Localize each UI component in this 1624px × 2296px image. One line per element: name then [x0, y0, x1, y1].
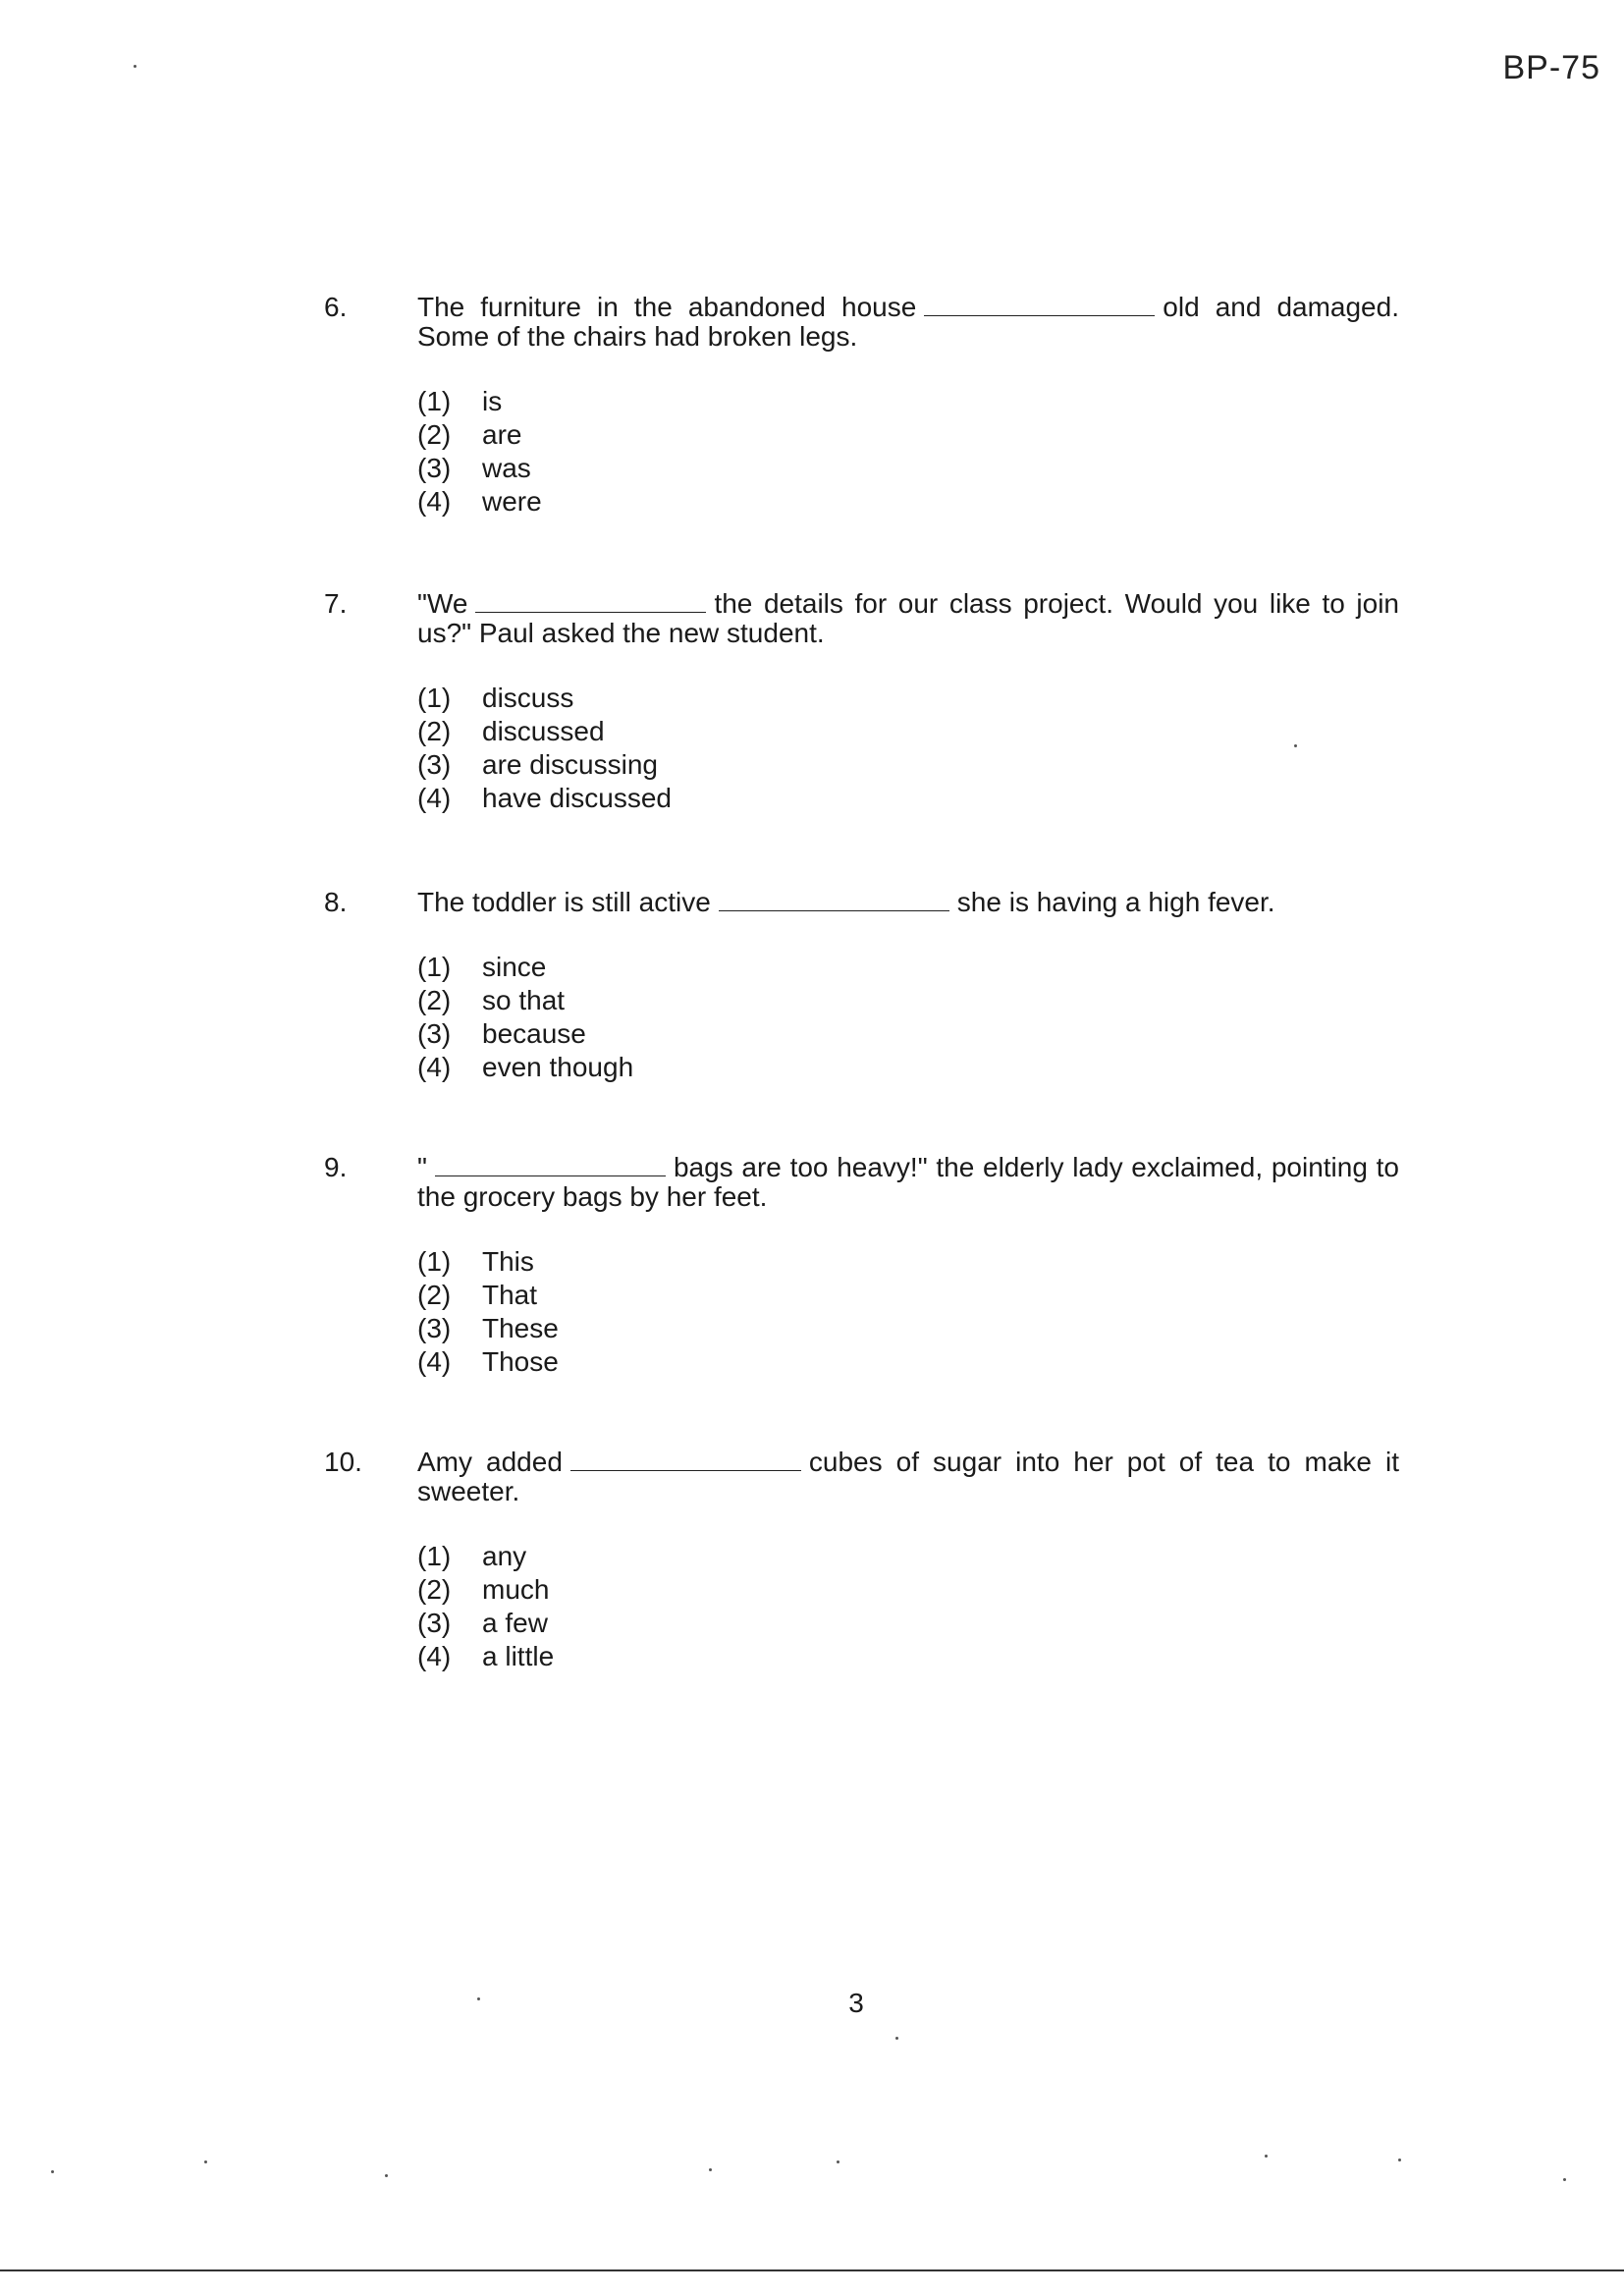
scan-speck — [1563, 2178, 1566, 2181]
question-7 — [324, 589, 1399, 843]
scan-speck — [709, 2168, 712, 2171]
option-4 — [417, 1345, 1399, 1379]
option-label: have discussed — [482, 783, 673, 813]
option-1 — [417, 682, 1399, 715]
answer-blank — [475, 592, 706, 613]
option-label: since — [482, 952, 547, 982]
option-label: is — [482, 386, 503, 416]
option-number: (3) — [417, 1018, 452, 1049]
option-2 — [417, 715, 1399, 748]
option-number: (3) — [417, 453, 452, 483]
option-label: a little — [482, 1641, 555, 1671]
option-label: any — [482, 1541, 527, 1571]
option-label: These — [482, 1313, 559, 1343]
question-text-after: old and damaged. Some of the chairs had broken legs. — [417, 292, 1399, 352]
scan-speck — [477, 1997, 480, 2000]
question-number: 10. — [324, 1447, 362, 1477]
option-number: (2) — [417, 1280, 452, 1310]
answer-options — [417, 682, 1399, 815]
scan-speck — [837, 2160, 839, 2163]
option-number: (2) — [417, 1574, 452, 1605]
document-code: BP-75 — [1502, 49, 1600, 86]
question-text-before: " — [417, 1152, 427, 1182]
question-text — [417, 1153, 1399, 1212]
option-number: (4) — [417, 1346, 452, 1377]
question-number: 9. — [324, 1152, 348, 1182]
question-text — [417, 888, 1399, 917]
option-number: (1) — [417, 952, 452, 982]
option-label: This — [482, 1246, 534, 1277]
option-label: are — [482, 419, 522, 450]
option-1 — [417, 1540, 1399, 1573]
scan-speck — [51, 2170, 54, 2173]
option-label: so that — [482, 985, 566, 1015]
option-2 — [417, 1573, 1399, 1607]
scan-speck — [1398, 2159, 1401, 2161]
option-4 — [417, 782, 1399, 815]
option-number: (1) — [417, 683, 452, 713]
option-label: were — [482, 486, 542, 517]
option-label: discussed — [482, 716, 605, 746]
option-number: (4) — [417, 1052, 452, 1082]
option-1 — [417, 385, 1399, 418]
option-label: much — [482, 1574, 550, 1605]
question-text-before: The toddler is still active — [417, 887, 711, 917]
option-number: (3) — [417, 1608, 452, 1638]
question-text-before: The furniture in the abandoned house — [417, 292, 917, 322]
scan-speck — [1294, 744, 1297, 747]
answer-options — [417, 1245, 1399, 1379]
option-label: are discussing — [482, 749, 658, 780]
option-number: (3) — [417, 749, 452, 780]
answer-options — [417, 385, 1399, 519]
option-number: (1) — [417, 1246, 452, 1277]
option-1 — [417, 1245, 1399, 1279]
option-label: Those — [482, 1346, 559, 1377]
question-number: 8. — [324, 887, 348, 917]
question-text-after: cubes of sugar into her pot of tea to make it sweeter. — [417, 1447, 1399, 1506]
option-number: (4) — [417, 1641, 452, 1671]
option-2 — [417, 984, 1399, 1017]
option-2 — [417, 418, 1399, 452]
scan-speck — [895, 2037, 898, 2040]
option-1 — [417, 951, 1399, 984]
option-number: (4) — [417, 486, 452, 517]
option-number: (1) — [417, 1541, 452, 1571]
option-label: discuss — [482, 683, 574, 713]
scan-speck — [1265, 2155, 1268, 2158]
question-9 — [324, 1153, 1399, 1406]
option-4 — [417, 1051, 1399, 1084]
option-4 — [417, 1640, 1399, 1673]
option-number: (2) — [417, 716, 452, 746]
question-8 — [324, 888, 1399, 1112]
option-label: That — [482, 1280, 538, 1310]
option-3 — [417, 452, 1399, 485]
answer-blank — [719, 891, 949, 911]
answer-options — [417, 1540, 1399, 1673]
question-number: 6. — [324, 292, 348, 322]
footer-rule — [0, 2269, 1624, 2271]
option-number: (1) — [417, 386, 452, 416]
answer-blank — [570, 1450, 801, 1471]
option-number: (2) — [417, 985, 452, 1015]
option-4 — [417, 485, 1399, 519]
option-3 — [417, 748, 1399, 782]
option-label: a few — [482, 1608, 548, 1638]
page-number: 3 — [848, 1988, 864, 2018]
question-6 — [324, 293, 1399, 546]
option-number: (3) — [417, 1313, 452, 1343]
question-text-before: Amy added — [417, 1447, 563, 1477]
answer-blank — [435, 1156, 666, 1176]
question-text-after: bags are too heavy!" the elderly lady exclaimed, pointing to the grocery bags by her feet. — [417, 1152, 1399, 1212]
scan-speck — [204, 2160, 207, 2163]
question-text — [417, 589, 1399, 648]
option-3 — [417, 1017, 1399, 1051]
question-10 — [324, 1448, 1399, 1701]
question-number: 7. — [324, 588, 348, 619]
option-2 — [417, 1279, 1399, 1312]
option-3 — [417, 1607, 1399, 1640]
option-3 — [417, 1312, 1399, 1345]
option-label: even though — [482, 1052, 634, 1082]
question-text — [417, 1448, 1399, 1506]
question-text-after: the details for our class project. Would you like to join us?" Paul asked the new student. — [417, 588, 1399, 648]
option-label: was — [482, 453, 531, 483]
question-text — [417, 293, 1399, 352]
scan-speck — [134, 65, 136, 68]
question-text-before: "We — [417, 588, 468, 619]
scan-speck — [385, 2174, 388, 2177]
answer-blank — [924, 296, 1155, 316]
answer-options — [417, 951, 1399, 1084]
question-text-after: she is having a high fever. — [956, 887, 1275, 917]
option-number: (4) — [417, 783, 452, 813]
option-label: because — [482, 1018, 586, 1049]
option-number: (2) — [417, 419, 452, 450]
